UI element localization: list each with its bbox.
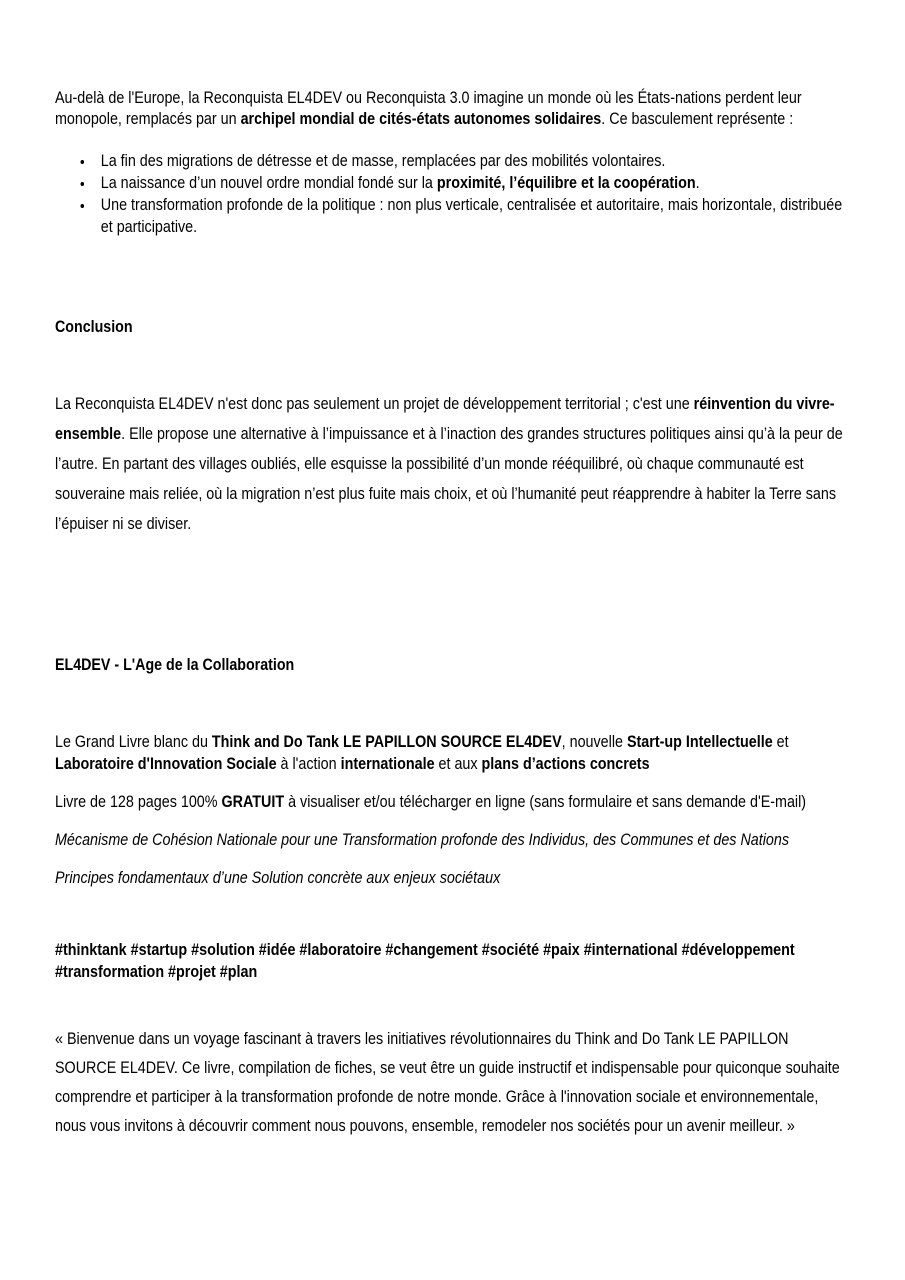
section-heading-collaboration: EL4DEV - L'Age de la Collaboration [55,655,295,674]
lead-part2: , nouvelle [561,732,627,751]
spacer [55,983,852,1025]
bullet-dot-icon [81,182,85,186]
list-item-tail: . [695,174,700,192]
intro-paragraph [55,88,852,129]
free-book-part1: Livre de 128 pages 100% [55,792,222,811]
lead-paragraph [55,731,852,776]
spacer [55,675,852,731]
list-item [55,195,852,238]
free-book-line [55,791,852,814]
italic-subtitle-mecanisme: Mécanisme de Cohésion Nationale pour une Transformation profonde des Individus, des Communes et des Nations [55,831,790,849]
spacer [55,337,852,389]
intro-text-part2: . Ce basculement représente : [601,109,794,128]
conclusion-text-part2: . Elle propose une alternative à l’impuissance et à l’inaction des grandes structures politiques ainsi qu’à la peur de l’autre. En partant des villages oubliés, elle esquisse la possibilité d’un monde rééquilibré, où chaque communauté est souveraine mais reliée, où la migration n’est plus fuite mais choix, et où l’humanité peut réapprendre à habiter la Terre sans l’épuiser ni se diviser. [55,424,843,533]
free-book-bold-gratuit: GRATUIT [221,792,285,811]
lead-part5: et aux [434,755,482,773]
lead-part1: Le Grand Livre blanc du [55,732,212,751]
conclusion-text-part1: La Reconquista EL4DEV n'est donc pas seulement un projet de développement territorial ; c'est une [55,394,694,413]
quote-paragraph: « Bienvenue dans un voyage fascinant à travers les initiatives révolutionnaires du Think and Do Tank LE PAPILLON SOURCE EL4DEV. Ce livre, compilation de fiches, se veut être un guide instructif et indispensable pour quiconque souhaite comprendre et participer à la transformation profonde de notre monde. Grâce à l'innovation sociale et environnementale, nous vous invitons à découvrir comment nous pouvons, ensemble, remodeler nos sociétés pour un avenir meilleur. » [55,1030,840,1135]
lead-bold-internationale: internationale [340,755,435,773]
spacer [55,889,852,939]
conclusion-heading: Conclusion [55,317,133,336]
list-item-text: La fin des migrations de détresse et de masse, remplacées par des mobilités volontaires. [100,152,666,170]
list-item-bold: proximité, l’équilibre et la coopération [436,174,696,192]
spacer [55,239,852,317]
list-item-text: Une transformation profonde de la politique : non plus verticale, centralisée et autoritaire, mais horizontale, distribuée et participative. [100,196,843,236]
lead-part4: à l'action [276,755,341,773]
hashtags-block: #thinktank #startup #solution #idée #laboratoire #changement #société #paix #international #développement #transformation #projet #plan [55,941,795,981]
lead-bold-plans: plans d’actions concrets [481,755,650,773]
spacer [55,539,852,655]
intro-text-part1: Au-delà de l'Europe, la Reconquista EL4DEV ou Reconquista 3.0 imagine un monde où les États-nations perdent leur monopole, remplacés par un [55,89,802,128]
bullet-dot-icon [81,204,85,208]
bullet-dot-icon [81,160,85,164]
list-item [55,173,852,195]
italic-subtitle-principes: Principes fondamentaux d’une Solution concrète aux enjeux sociétaux [55,869,501,887]
bullet-list [55,151,852,238]
spacer [55,776,852,791]
conclusion-bold-phrase: réinvention du vivre-ensemble [55,394,835,443]
spacer [55,813,852,829]
list-item-text: La naissance d’un nouvel ordre mondial fondé sur la [100,174,437,192]
spacer [55,851,852,867]
document-content [55,88,852,1141]
conclusion-paragraph [55,389,852,539]
list-item [55,151,852,173]
lead-bold-laboratoire: Laboratoire d'Innovation Sociale [55,755,277,773]
free-book-part2: à visualiser et/ou télécharger en ligne (sans formulaire et sans demande d'E-mail) [284,792,807,811]
lead-bold-startup: Start-up Intellectuelle [626,732,773,751]
lead-part3: et [772,732,789,751]
intro-bold-phrase: archipel mondial de cités-états autonomes solidaires [240,109,602,128]
lead-bold-thinktank: Think and Do Tank LE PAPILLON SOURCE EL4DEV [211,732,562,751]
